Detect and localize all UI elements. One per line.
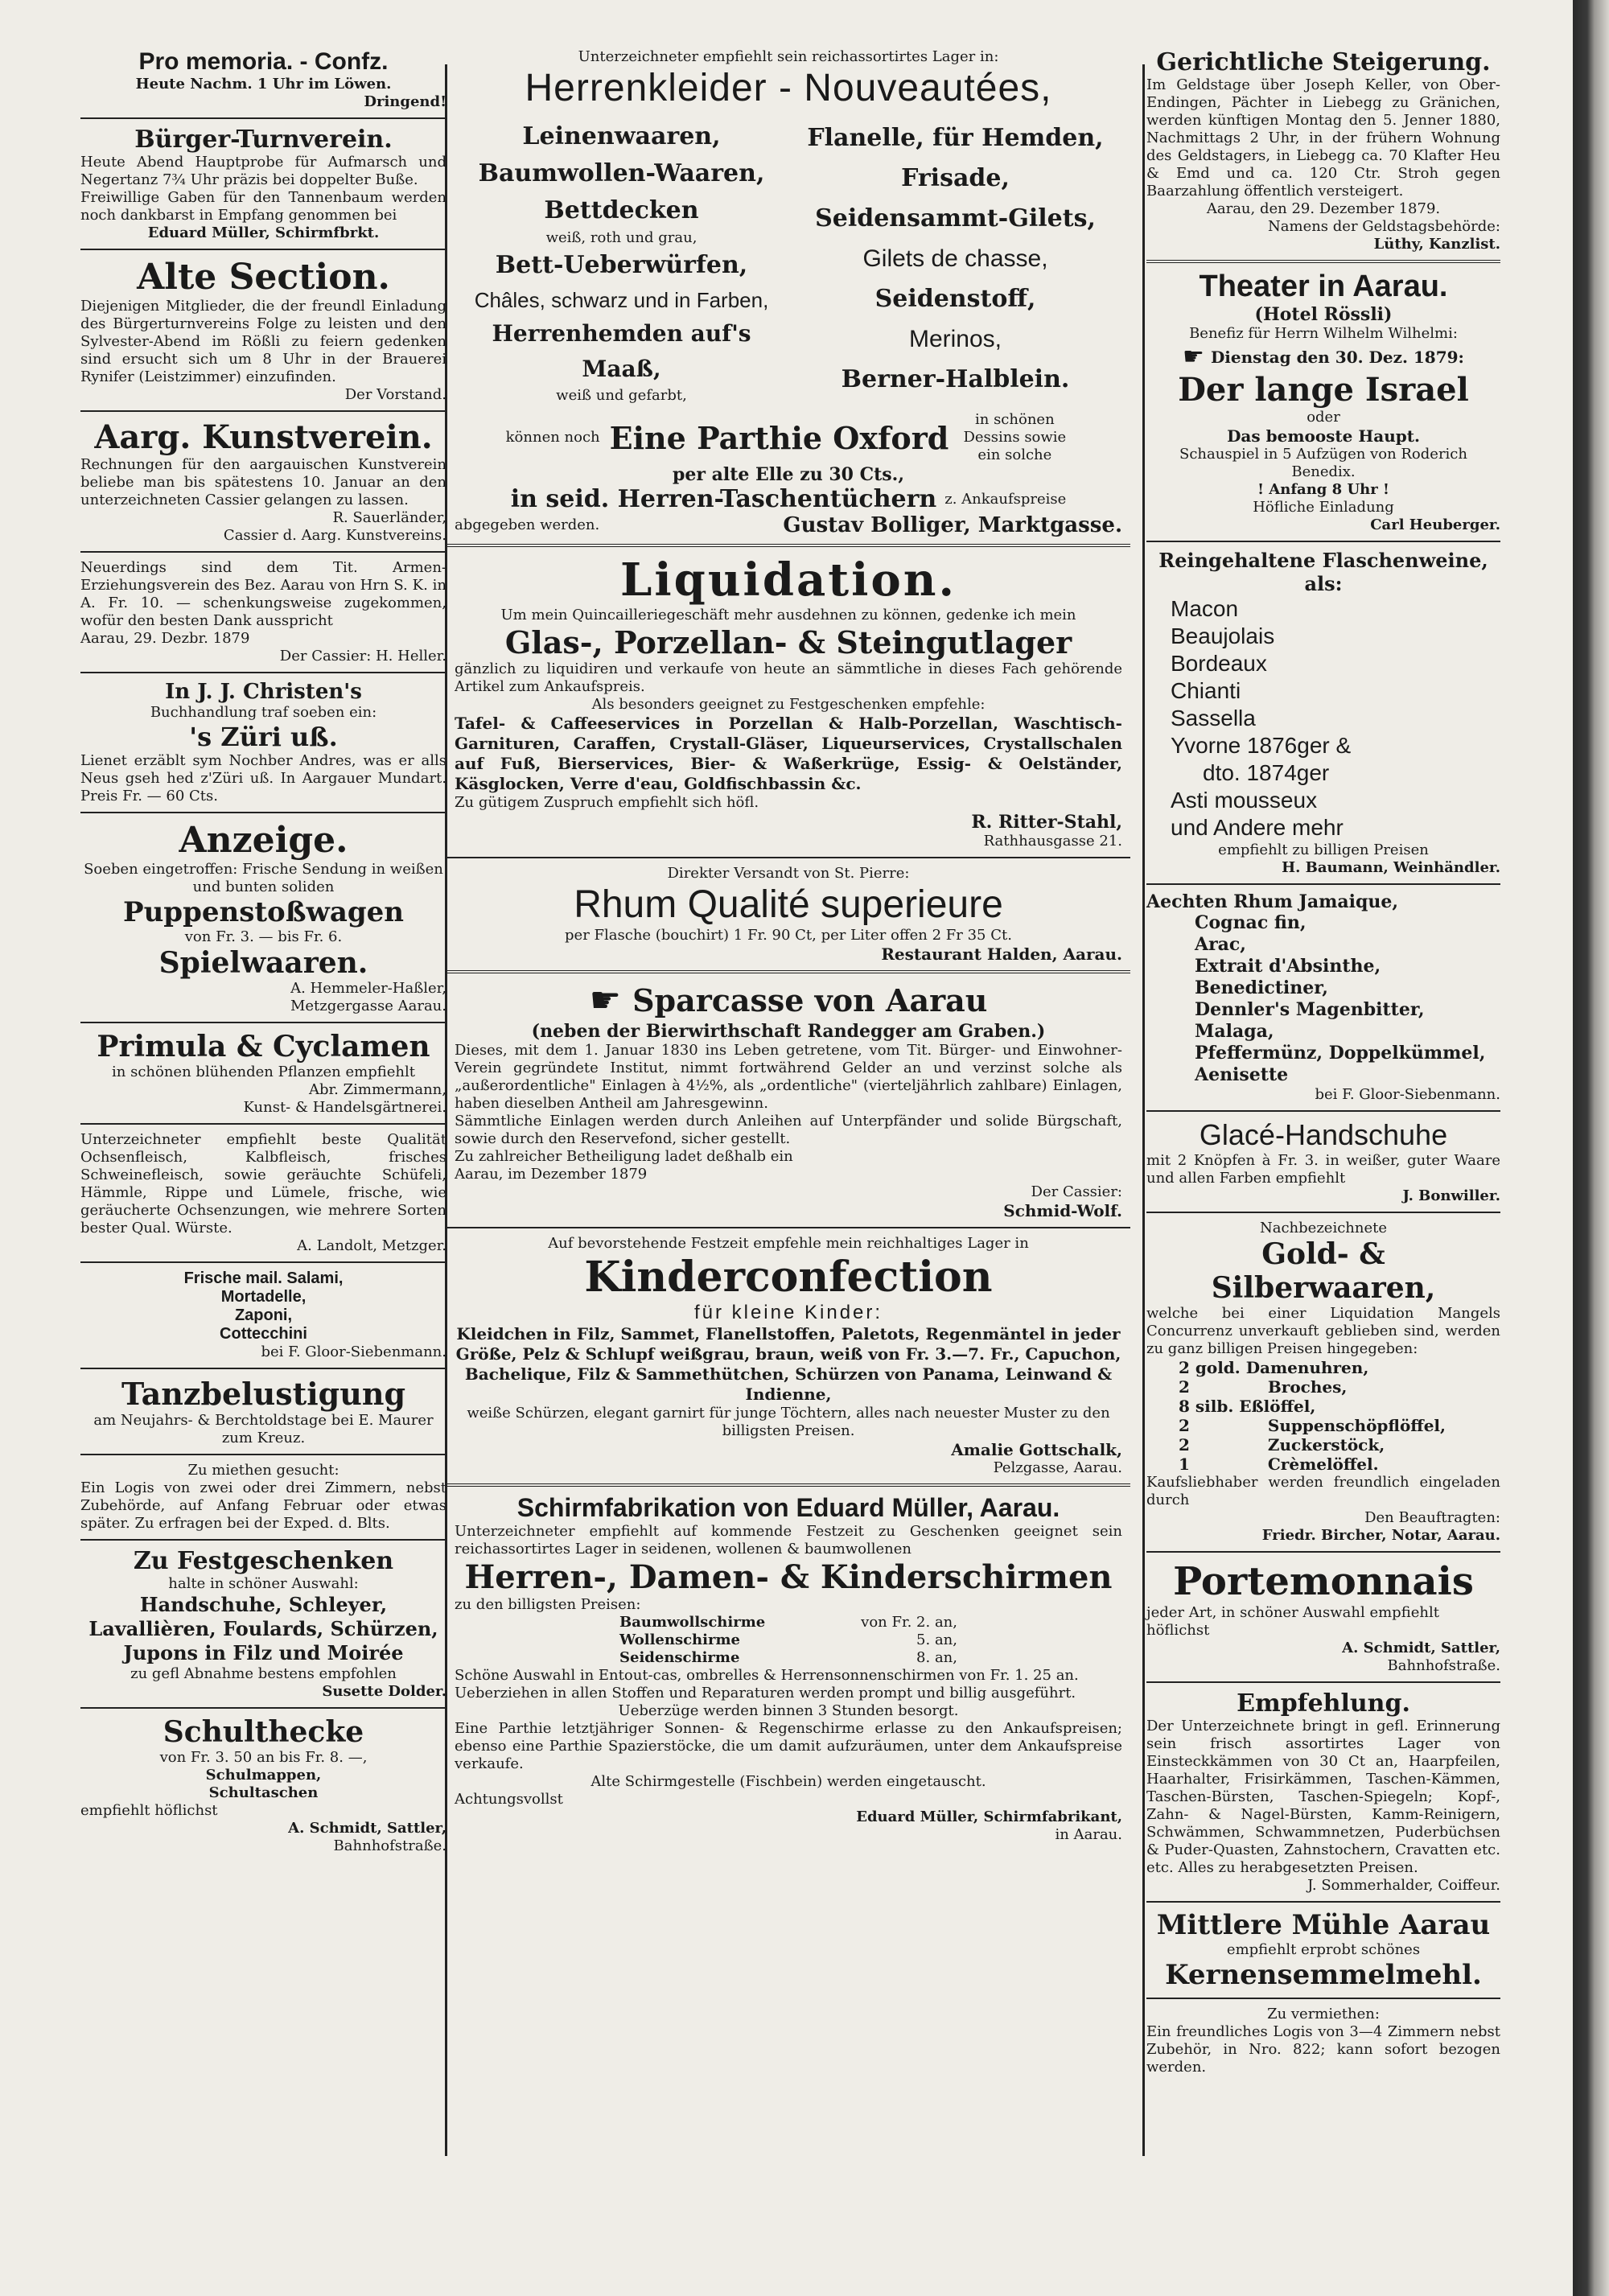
ad-zu-vermiethen bbox=[1146, 2006, 1500, 2076]
ad-signature: Kunst- & Handelsgärtnerei. bbox=[243, 1099, 446, 1116]
ad-line: Frisade, bbox=[901, 164, 1010, 192]
ad-logis-gesucht bbox=[80, 1462, 446, 1533]
ad-title: Aechten Rhum Jamaique, bbox=[1146, 891, 1399, 912]
ad-line: Flanelle, für Hemden, bbox=[807, 124, 1104, 152]
ad-title: Anzeige. bbox=[179, 820, 348, 861]
ad-line: Bettdecken bbox=[544, 196, 699, 224]
wine-item: Chianti bbox=[1171, 678, 1241, 703]
ad-req: Zu gütigem Zuspruch empfiehlt sich höfl. bbox=[455, 794, 759, 811]
ad-line: Cottecchini bbox=[220, 1325, 307, 1343]
ad-armen-erziehungsverein bbox=[80, 559, 446, 665]
pointing-hand-icon: ☛ bbox=[589, 980, 622, 1021]
ad-line: Frische mail. Salami, bbox=[183, 1269, 344, 1287]
ad-body: welche bei einer Liquidation Mangels Concurrenz unverkauft geblieben sind, werden zu ganz billigen Preisen hingegeben: bbox=[1146, 1305, 1500, 1357]
ad-address: Bahnhofstraße. bbox=[1387, 1657, 1500, 1674]
ad-body: Ueberzüge werden binnen 3 Stunden besorgt. bbox=[618, 1702, 959, 1719]
ad-signature: bei F. Gloor-Siebenmann. bbox=[261, 1343, 446, 1360]
ad-text: können noch bbox=[505, 429, 600, 446]
ad-title: Zu miethen gesucht: bbox=[187, 1462, 339, 1479]
ad-items: weiße Schürzen, elegant garnirt für junge Töchtern, alles nach neuester Muster zu den billigsten Preisen. bbox=[467, 1405, 1110, 1439]
ad-line: Berner-Halblein. bbox=[841, 365, 1070, 393]
ad-text: Achtungsvollst bbox=[455, 1791, 563, 1808]
ad-glace-handschuhe bbox=[1146, 1118, 1500, 1205]
ad-body: in schönen blühenden Pflanzen empfiehlt bbox=[112, 1064, 415, 1080]
gold-item: 2 Suppenschöpflöffel, bbox=[1179, 1416, 1446, 1435]
page-edge-shadow bbox=[1573, 0, 1609, 2296]
ad-item: Puppenstoßwagen bbox=[123, 896, 404, 928]
ad-urgent: Dringend! bbox=[364, 93, 446, 110]
ad-address: Bahnhofstraße. bbox=[333, 1837, 446, 1854]
wine-item: Sassella bbox=[1171, 706, 1256, 730]
ad-title: Glacé-Handschuhe bbox=[1199, 1118, 1448, 1151]
ad-signature: Eduard Müller, Schirmfbrkt. bbox=[147, 224, 380, 241]
ad-signature: Eduard Müller, Schirmfabrikant, bbox=[856, 1808, 1122, 1825]
ad-signature: Gustav Bolliger, Marktgasse. bbox=[783, 513, 1122, 537]
column-center bbox=[446, 48, 1130, 1844]
ad-body: Rechnungen für den aargauischen Kunstverein beliebe man bis spätestens 10. Januar an den unterzeichneten Cassier gelangen zu lassen. bbox=[80, 456, 446, 508]
ad-line: Merinos, bbox=[908, 326, 1002, 352]
liquor-item: Arac, bbox=[1195, 934, 1246, 955]
column-rule-right bbox=[1142, 64, 1145, 2156]
ad-signature: Amalie Gottschalk, bbox=[951, 1440, 1122, 1459]
ad-pro-memoria bbox=[80, 48, 446, 111]
ad-signature: J. Bonwiller. bbox=[1402, 1187, 1500, 1204]
ad-theater bbox=[1146, 270, 1500, 534]
ad-body: Heute Abend Hauptprobe für Aufmarsch und Negertanz 7¾ Uhr präzis bei doppelter Buße. bbox=[80, 154, 446, 188]
ad-intro: Unterzeichneter empfiehlt sein reichassortirtes Lager in: bbox=[578, 48, 999, 65]
ad-rhum-st-pierre bbox=[446, 865, 1130, 964]
ad-line: Schulmappen, bbox=[205, 1767, 322, 1784]
ad-body: gänzlich zu liquidiren und verkaufe von heute an sämmtliche in dieses Fach gehörende Artikel zum Ankaufspreis. bbox=[455, 660, 1122, 695]
ad-signature: Namens der Geldstagsbehörde: bbox=[1268, 218, 1500, 235]
ad-body: mit 2 Knöpfen à Fr. 3. in weißer, guter Waare und allen Farben empfiehlt bbox=[1146, 1152, 1500, 1187]
ad-items: Kleidchen in Filz, Sammet, Flanellstoffen, Paletots, Regenmäntel in jeder Größe, Pelz & Schlupf weißgrau, braun, weiß von Fr. 3.—7. Fr., Capuchon, Bachelique, Filz & Sammethütchen, Schürzen von Panama, Leinwand & Indienne, bbox=[455, 1324, 1121, 1404]
ad-signature: R. Sauerländer, bbox=[332, 509, 446, 526]
wine-item: Yvorne 1876ger & bbox=[1171, 733, 1352, 758]
ad-price: von Fr. 3. — bis Fr. 6. bbox=[184, 928, 343, 945]
ad-intro: Auf bevorstehende Festzeit empfehle mein reichhaltiges Lager in bbox=[548, 1235, 1029, 1252]
ad-muehle bbox=[1146, 1909, 1500, 1991]
ad-title: Sparcasse von Aarau bbox=[632, 982, 988, 1018]
ad-signature: A. Schmidt, Sattler, bbox=[288, 1820, 446, 1837]
ad-text: abgegeben werden. bbox=[455, 516, 600, 533]
ad-signature: Carl Heuberger. bbox=[1370, 516, 1500, 533]
ad-sub: (Hotel Rössli) bbox=[1254, 304, 1393, 325]
liquor-item: Extrait d'Absinthe, bbox=[1195, 956, 1381, 977]
ad-schulthecke bbox=[80, 1715, 446, 1855]
ad-body: Kaufsliebhaber werden freundlich eingeladen durch bbox=[1146, 1474, 1500, 1508]
ad-title: Schirmfabrikation von Eduard Müller, Aarau. bbox=[516, 1493, 1060, 1522]
ad-address: Rathhausgasse 21. bbox=[983, 833, 1122, 850]
ad-liquidation bbox=[446, 553, 1130, 850]
ad-body: Ein Logis von zwei oder drei Zimmern, nebst Zubehörde, auf Anfang Februar oder etwas später. Zu erfragen bei der Exped. d. Blts. bbox=[80, 1479, 446, 1532]
ad-signature: Cassier d. Aarg. Kunstvereins. bbox=[223, 527, 446, 544]
pointing-hand-icon: ☛ bbox=[1183, 343, 1204, 371]
ad-text: Heute Nachm. 1 Uhr im Löwen. bbox=[135, 76, 392, 93]
ad-body: empfiehlt zu billigen Preisen bbox=[1218, 841, 1429, 858]
ad-signature: Den Beauftragten: bbox=[1364, 1509, 1500, 1526]
ad-address: in Aarau. bbox=[1055, 1826, 1122, 1843]
price-value: 8. an, bbox=[916, 1649, 957, 1666]
ad-play: Das bemooste Haupt. bbox=[1227, 426, 1420, 446]
ad-body: Alte Schirmgestelle (Fischbein) werden eingetauscht. bbox=[591, 1773, 986, 1790]
ad-line: Châles, schwarz und in Farben, bbox=[474, 288, 769, 312]
ad-line: weiß und gefarbt, bbox=[556, 387, 687, 404]
ad-items: Handschuhe, Schleyer, Lavallièren, Foulards, Schürzen, Jupons in Filz und Moirée bbox=[88, 1593, 438, 1664]
ad-title: Pro memoria. - Confz. bbox=[138, 48, 389, 75]
ad-line: empfiehlt höflichst bbox=[80, 1802, 218, 1819]
ad-intro: Direkter Versandt von St. Pierre: bbox=[667, 865, 910, 882]
ad-salami bbox=[80, 1269, 446, 1361]
ad-anzeige bbox=[80, 820, 446, 1015]
ad-body: Ueberziehen in allen Stoffen und Reparaturen werden prompt und billig ausgeführt. bbox=[455, 1685, 1076, 1701]
ad-big: Herren-, Damen- & Kinderschirmen bbox=[464, 1558, 1113, 1596]
liquor-item: Benedictiner, bbox=[1195, 977, 1328, 998]
ad-body: empfiehlt erprobt schönes bbox=[1226, 1941, 1421, 1958]
ad-desc: Schauspiel in 5 Aufzügen von Roderich Benedix. bbox=[1179, 446, 1467, 480]
price-label: Seidenschirme bbox=[619, 1649, 740, 1666]
ad-line: Mortadelle, bbox=[220, 1288, 307, 1306]
ad-text: Höfliche Einladung bbox=[1253, 499, 1394, 516]
ad-body: Soeben eingetroffen: Frische Sendung in weißen und bunten soliden bbox=[84, 861, 443, 895]
ad-signature: A. Landolt, Metzger. bbox=[297, 1237, 446, 1254]
ad-signature: J. Sommerhalder, Coiffeur. bbox=[1307, 1877, 1500, 1894]
ad-signature: Der Vorstand. bbox=[344, 386, 446, 403]
ad-title: Zu Festgeschenken bbox=[133, 1547, 394, 1575]
column-right bbox=[1146, 48, 1500, 2076]
ad-signature: Abr. Zimmermann, bbox=[309, 1081, 446, 1098]
ad-body: Sämmtliche Einlagen werden durch Anleihen auf Unterpfänder und solide Bürgschaft, sowie durch den Reservefond, sicher gestellt. bbox=[455, 1113, 1122, 1147]
ad-landolt bbox=[80, 1131, 446, 1255]
ad-book: 's Züri uß. bbox=[189, 722, 338, 752]
ad-body: Ein freundliches Logis von 3—4 Zimmern nebst Zubehör, in Nro. 822; kann sofort bezogen werden. bbox=[1146, 2023, 1500, 2076]
ad-title: Tanzbelustigung bbox=[121, 1376, 406, 1412]
ad-body: jeder Art, in schöner Auswahl empfiehlt höflichst bbox=[1146, 1604, 1439, 1639]
liquor-item: Cognac fin, bbox=[1195, 912, 1307, 933]
ad-intro: Um mein Quincailleriegeschäft mehr ausdehnen zu können, gedenke ich mein bbox=[500, 607, 1076, 623]
gold-item: 2 Broches, bbox=[1179, 1377, 1348, 1397]
ad-empfehlung bbox=[1146, 1689, 1500, 1895]
ad-body: Neuerdings sind dem Tit. Armen-Erziehungsverein des Bez. Aarau von Hrn S. K. in A. Fr. 10. — schenkungsweise zugekommen, wofür den besten Dank ausspricht bbox=[80, 559, 446, 629]
wine-item: dto. 1874ger bbox=[1203, 760, 1330, 785]
ad-festgeschenke bbox=[80, 1547, 446, 1701]
ad-title: Gold- & Silberwaaren, bbox=[1211, 1237, 1436, 1305]
ad-sub: für kleine Kinder: bbox=[693, 1302, 883, 1323]
ad-title: Rhum Qualité superieure bbox=[574, 883, 1003, 926]
ad-title: Kinderconfection bbox=[584, 1253, 993, 1302]
ad-signature: H. Baumann, Weinhändler. bbox=[1282, 859, 1500, 876]
ad-bolliger bbox=[446, 48, 1130, 537]
gold-item: 2 Zuckerstöck, bbox=[1179, 1435, 1385, 1455]
ad-signature: Friedr. Bircher, Notar, Aarau. bbox=[1261, 1527, 1500, 1544]
ad-signature: Der Cassier: bbox=[1031, 1183, 1122, 1200]
ad-christen-buchhandlung bbox=[80, 680, 446, 805]
ad-signature: A. Hemmeler-Haßler, bbox=[290, 980, 446, 997]
ad-line: Herrenhemden auf's Maaß, bbox=[492, 320, 751, 382]
ad-body: Im Geldstage über Joseph Keller, von Ober-Endingen, Pächter in Liebegg zu Gränichen, werden künftigen Montag den 5. Jenner 1880, Nachmittags 2 Uhr, in der frühern Wohnung des Geldstagers, in Liebegg ca. 70 Klafter Heu & Emd und ca. 120 Ctr. Stroh gegen Baarzahlung öffentlich versteigert. bbox=[1146, 76, 1500, 200]
ad-primula bbox=[80, 1030, 446, 1117]
price-value: von Fr. 2. an, bbox=[861, 1614, 957, 1631]
ad-body: Der Unterzeichnete bringt in gefl. Erinnerung sein frisch assortirtes Lager von Einsteckkämmen von 30 Ct an, Haarpfeilen, Haarhalter, Frisirkämmen, Taschen-Kämmen, Taschen-Bürsten, Taschen-Spiegeln; Kopf-, Zahn- & Nagel-Bürsten, Kamm-Reinigern, Schwämmen, Schwammnetzen, Puderbüchsen & Puder-Quasten, Zahnstochern, Cravatten etc. etc. Alles zu herabgesetzten Preisen. bbox=[1146, 1718, 1500, 1876]
ad-body: Dieses, mit dem 1. Januar 1830 ins Leben getretene, vom Tit. Bürger- und Einwohner-Verein gegründete Institut, nimmt fortwährend Gelder an und verzinst solche als „außerordentliche" Einlagen à 4½%, als „ordentliche" (vierteljährlich zahlbare) Einlagen, haben dieselben Antheil am Jahresgewinn. bbox=[455, 1042, 1122, 1112]
ad-body: Diejenigen Mitglieder, die der freundl Einladung des Bürgerturnvereins Folge zu leisten und den Sylvester-Abend im Rößli zu feiern gedenken sind ersucht sich um 8 Uhr in der Brauerei Rynifer (Leistzimmer) einzufinden. bbox=[80, 298, 446, 385]
ad-line: Seidenstoff, bbox=[874, 285, 1036, 313]
liquor-item: Pfeffermünz, Doppelkümmel, Aenisette bbox=[1195, 1043, 1486, 1085]
ad-portemonnais bbox=[1146, 1559, 1500, 1675]
ad-time: ! Anfang 8 Uhr ! bbox=[1257, 481, 1389, 498]
wine-item: Beaujolais bbox=[1171, 623, 1275, 648]
ad-body: Schöne Auswahl in Entout-cas, ombrelles & Herrensonnenschirmen von Fr. 1. 25 an. bbox=[455, 1667, 1079, 1684]
ad-signature: Schmid-Wolf. bbox=[1003, 1201, 1122, 1220]
ad-line: Baumwollen-Waaren, bbox=[478, 159, 765, 187]
ad-body: Zu zahlreicher Betheiligung ladet deßhalb ein bbox=[455, 1148, 793, 1165]
ad-buerger-turnverein bbox=[80, 125, 446, 242]
ad-line: Gilets de chasse, bbox=[862, 245, 1048, 272]
wine-item: Macon bbox=[1171, 596, 1239, 621]
ad-items: Tafel- & Caffeeservices in Porzellan & Halb-Porzellan, Waschtisch-Garnituren, Caraffen, Crystall-Gläser, Liqueurservices, Crystallschalen auf Fuß, Bierservices, Bier- & Waßerkrüge, Essig- & Oelständer, Käsglocken, Verre d'eau, Goldfischbassin &c. bbox=[455, 714, 1122, 793]
gold-item: 2 gold. Damenuhren, bbox=[1179, 1358, 1369, 1377]
ad-intro: Unterzeichneter empfiehlt auf kommende Festzeit zu Geschenken geeignet sein reichassortirtes Lager in seidenen, wollenen & baumwollenen bbox=[455, 1523, 1122, 1557]
ad-schirmfabrikation bbox=[446, 1493, 1130, 1844]
ad-benefiz: Benefiz für Herrn Wilhelm Wilhelmi: bbox=[1189, 325, 1458, 342]
ad-title: Bürger-Turnverein. bbox=[134, 125, 393, 154]
ad-title: Reingehaltene Flaschenweine, als: bbox=[1158, 549, 1488, 595]
ad-signature: Lüthy, Kanzlist. bbox=[1373, 236, 1500, 253]
ad-line: Bett-Ueberwürfen, bbox=[495, 251, 748, 279]
ad-date: Dienstag den 30. Dez. 1879: bbox=[1210, 347, 1464, 367]
ad-rhum-jamaique bbox=[1146, 891, 1500, 1104]
ad-body: Eine Parthie letztjähriger Sonnen- & Regenschirme erlasse zu den Ankaufspreisen; ebenso eine Parthie Spazierstöcke, die um damit aufzuräumen, unter dem Ankaufspreise verkaufe. bbox=[455, 1720, 1122, 1772]
ad-title: In J. J. Christen's bbox=[165, 680, 362, 704]
ad-signature: bei F. Gloor-Siebenmann. bbox=[1315, 1086, 1500, 1103]
price-label: Baumwollschirme bbox=[619, 1614, 766, 1631]
ad-tanzbelustigung bbox=[80, 1376, 446, 1447]
ad-title: Aarg. Kunstverein. bbox=[94, 418, 433, 456]
ad-gerichtliche-steigerung bbox=[1146, 48, 1500, 253]
ad-title: Empfehlung. bbox=[1237, 1689, 1410, 1718]
ad-alte-section bbox=[80, 257, 446, 404]
gold-item: 1 Crèmelöffel. bbox=[1179, 1455, 1379, 1474]
ad-title: Theater in Aarau. bbox=[1199, 270, 1448, 303]
gold-item: 8 silb. Eßlöffel, bbox=[1179, 1397, 1316, 1416]
wine-item: Bordeaux bbox=[1171, 651, 1267, 676]
ad-sub: Buchhandlung traf soeben ein: bbox=[150, 704, 377, 721]
ad-flaschenweine bbox=[1146, 549, 1500, 877]
liquor-item: Malaga, bbox=[1195, 1021, 1274, 1042]
ad-line: Zaponi, bbox=[234, 1306, 293, 1324]
wine-item: Asti mousseux bbox=[1171, 788, 1318, 813]
ad-line: Leinenwaaren, bbox=[522, 122, 721, 150]
ad-line: weiß, roth und grau, bbox=[545, 229, 698, 246]
ad-sub: Als besonders geeignet zu Festgeschenken empfehle: bbox=[591, 696, 986, 713]
liquor-item: Dennler's Magenbitter, bbox=[1195, 999, 1425, 1020]
ad-sub: halte in schöner Auswahl: bbox=[168, 1575, 359, 1592]
ad-title: Primula & Cyclamen bbox=[97, 1030, 430, 1064]
ad-body: per Flasche (bouchirt) 1 Fr. 90 Ct, per Liter offen 2 Fr 35 Ct. bbox=[565, 927, 1012, 944]
ad-text: oder bbox=[1307, 409, 1340, 426]
ad-item: Spielwaaren. bbox=[158, 946, 368, 980]
ad-date: Aarau, im Dezember 1879 bbox=[455, 1166, 648, 1183]
ad-body: am Neujahrs- & Berchtoldstage bei E. Maurer zum Kreuz. bbox=[93, 1412, 434, 1446]
ad-date: Aarau, den 29. Dezember 1879. bbox=[1206, 200, 1441, 217]
ad-note: z. Ankaufspreise bbox=[944, 490, 1067, 508]
ad-oxford: Eine Parthie Oxford bbox=[609, 419, 949, 456]
ad-sub: zu den billigsten Preisen: bbox=[455, 1596, 641, 1613]
ad-oxford-sub: per alte Elle zu 30 Cts., bbox=[673, 464, 904, 485]
price-label: Wollenschirme bbox=[619, 1631, 740, 1648]
column-left bbox=[80, 48, 446, 1855]
ad-line: Schultaschen bbox=[208, 1784, 319, 1801]
ad-date: Aarau, 29. Dezbr. 1879 bbox=[80, 630, 250, 647]
ad-title: Schulthecke bbox=[163, 1715, 364, 1749]
ad-signature: Der Cassier: H. Heller. bbox=[279, 648, 446, 665]
ad-kinderconfection bbox=[446, 1235, 1130, 1477]
ad-body: Unterzeichneter empfiehlt beste Qualität Ochsenfleisch, Kalbfleisch, frisches Schweinefleisch, sowie geräuchte Schüfeli, Hämmle, Rippe und Lümele, frische, wie geräucherte Ochsenzungen, wie mehrere Sorten bester Qual. Würste. bbox=[80, 1131, 446, 1236]
ad-body: Lienet erzäblt sym Nochber Andres, was er alls Neus gseh hed z'Züri uß. In Aargauer Mundart. Preis Fr. — 60 Cts. bbox=[80, 752, 446, 804]
ad-item: Kernensemmelmehl. bbox=[1165, 1959, 1482, 1991]
ad-body: von Fr. 3. 50 an bis Fr. 8. —, bbox=[159, 1749, 368, 1766]
ad-big: Glas-, Porzellan- & Steingutlager bbox=[504, 624, 1072, 660]
ad-signature: Restaurant Halden, Aarau. bbox=[881, 944, 1122, 964]
wine-item: und Andere mehr bbox=[1171, 815, 1344, 840]
ad-title: Alte Section. bbox=[137, 257, 390, 298]
ad-title: Herrenkleider - Nouveautées, bbox=[525, 67, 1052, 109]
ad-title: Portemonnais bbox=[1173, 1559, 1474, 1604]
ad-play: Der lange Israel bbox=[1178, 371, 1469, 409]
ad-sparcasse bbox=[446, 980, 1130, 1220]
ad-signature: Susette Dolder. bbox=[322, 1683, 446, 1700]
ad-signature: A. Schmidt, Sattler, bbox=[1342, 1640, 1500, 1656]
ad-address: Pelzgasse, Aarau. bbox=[993, 1459, 1122, 1476]
price-value: 5. an, bbox=[916, 1631, 957, 1648]
ad-body: Freiwillige Gaben für den Tannenbaum werden noch dankbarst in Empfang genommen bei bbox=[80, 189, 446, 224]
ad-title: Mittlere Mühle Aarau bbox=[1156, 1909, 1491, 1941]
ad-title: Liquidation. bbox=[620, 553, 957, 607]
ad-line: Seidensammt-Gilets, bbox=[815, 204, 1096, 232]
ad-tuch: in seid. Herren-Taschentüchern bbox=[510, 485, 937, 513]
ad-kunstverein bbox=[80, 418, 446, 545]
ad-title: Gerichtliche Steigerung. bbox=[1156, 48, 1491, 76]
ad-sub: (neben der Bierwirthschaft Randegger am Graben.) bbox=[531, 1021, 1046, 1042]
ad-intro: Nachbezeichnete bbox=[1259, 1220, 1388, 1236]
ad-note: in schönen Dessins sowie ein solche bbox=[963, 411, 1067, 463]
ad-title: Zu vermiethen: bbox=[1267, 2006, 1380, 2022]
ad-gold-silberwaaren bbox=[1146, 1220, 1500, 1545]
ad-signature: R. Ritter-Stahl, bbox=[971, 812, 1122, 833]
ad-body: zu gefl Abnahme bestens empfohlen bbox=[130, 1665, 397, 1682]
ad-address: Metzgergasse Aarau. bbox=[290, 998, 446, 1014]
